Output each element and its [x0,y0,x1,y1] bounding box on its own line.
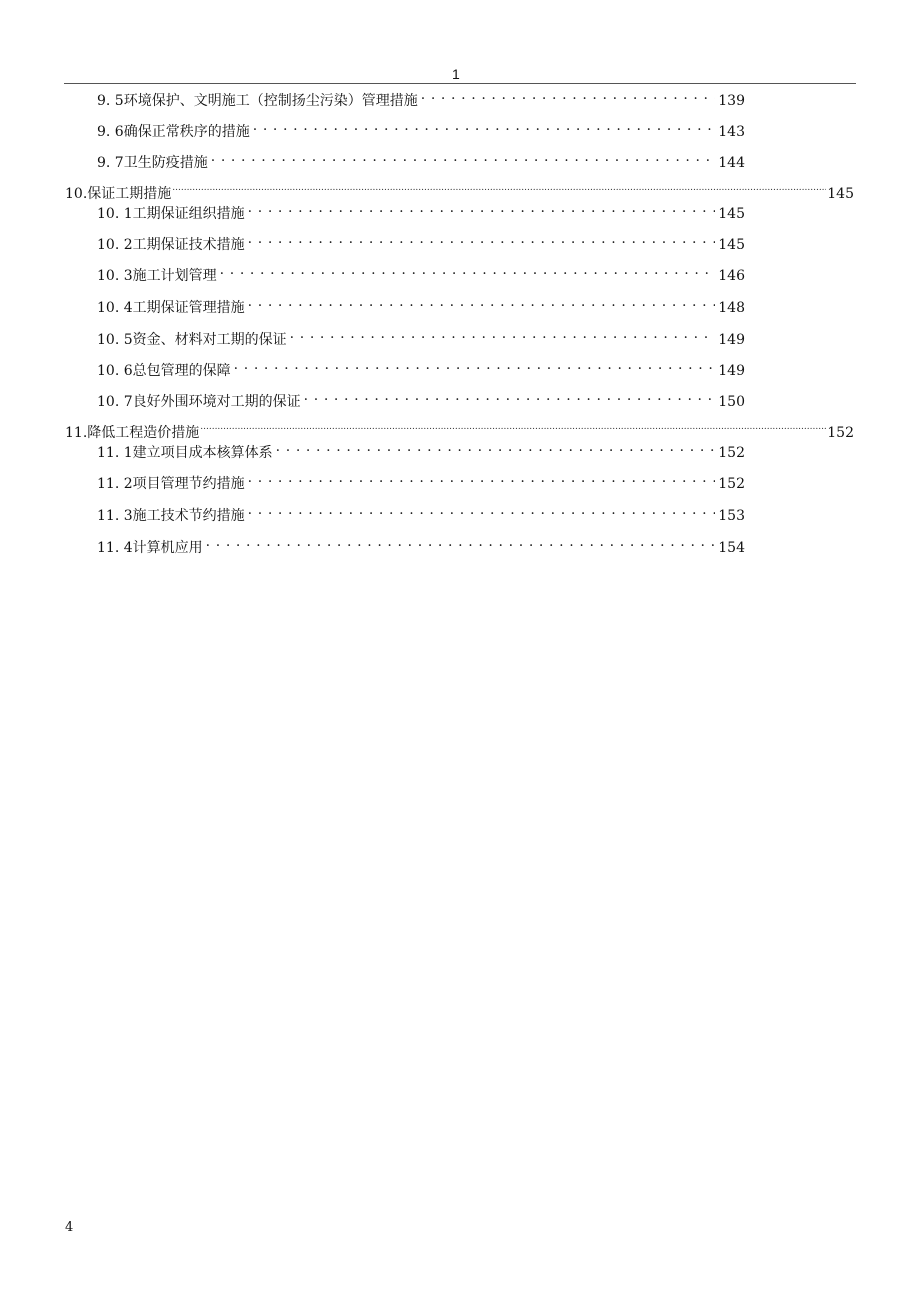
toc-entry-page: 153 [718,508,745,524]
footer-page-number: 4 [65,1220,74,1235]
toc-entry-11[interactable] [65,417,854,441]
toc-entry-10-7[interactable] [97,386,745,410]
toc-entry-11-1[interactable] [97,437,745,461]
header-rule [64,83,856,84]
toc-dot-leader [253,116,716,136]
toc-entry-10-6[interactable] [97,355,745,379]
toc-entry-label: 9. 6确保正常秩序的措施 [97,124,250,140]
toc-entry-label: 10. 7良好外围环境对工期的保证 [97,394,301,410]
toc-entry-page: 145 [718,237,745,253]
toc-entry-page: 145 [827,186,854,202]
toc-entry-page: 148 [718,300,745,316]
toc-entry-label: 11. 1建立项目成本核算体系 [97,445,273,461]
toc-entry-page: 143 [718,124,745,140]
toc-entry-10-1[interactable] [97,198,745,222]
toc-dot-leader [206,532,716,552]
toc-entry-11-2[interactable] [97,468,745,492]
toc-entry-page: 146 [718,268,745,284]
toc-entry-label: 11.降低工程造价措施 [65,425,200,441]
toc-entry-page: 150 [718,394,745,410]
toc-entry-9-6[interactable] [97,116,745,140]
toc-dot-leader [248,292,716,312]
toc-entry-10-3[interactable] [97,260,745,284]
toc-dot-leader [234,355,716,375]
toc-entry-label: 10. 6总包管理的保障 [97,363,231,379]
toc-entry-label: 9. 5环境保护、文明施工（控制扬尘污染）管理措施 [97,93,418,109]
toc-dot-leader [211,147,716,167]
toc-dot-leader [200,417,826,437]
toc-entry-label: 10. 5资金、材料对工期的保证 [97,332,287,348]
toc-entry-page: 154 [718,540,745,556]
toc-entry-label: 9. 7卫生防疫措施 [97,155,208,171]
toc-dot-leader [304,386,716,406]
toc-entry-11-3[interactable] [97,500,745,524]
toc-entry-page: 152 [718,445,745,461]
toc-dot-leader [248,500,716,520]
toc-entry-label: 11. 4计算机应用 [97,540,203,556]
toc-entry-label: 10. 2工期保证技术措施 [97,237,245,253]
toc-entry-label: 10.保证工期措施 [65,186,172,202]
toc-entry-page: 152 [827,425,854,441]
toc-dot-leader [172,178,826,198]
toc-dot-leader [421,85,716,105]
toc-entry-9-5[interactable] [97,85,745,109]
toc-entry-label: 11. 3施工技术节约措施 [97,508,245,524]
toc-entry-label: 10. 4工期保证管理措施 [97,300,245,316]
toc-entry-page: 152 [718,476,745,492]
toc-entry-10-4[interactable] [97,292,745,316]
toc-entry-9-7[interactable] [97,147,745,171]
toc-entry-10[interactable] [65,178,854,202]
toc-entry-10-5[interactable] [97,324,745,348]
toc-entry-page: 149 [718,363,745,379]
toc-entry-label: 11. 2项目管理节约措施 [97,476,245,492]
toc-entry-page: 144 [718,155,745,171]
toc-dot-leader [290,324,716,344]
toc-dot-leader [276,437,716,457]
toc-dot-leader [248,468,716,488]
header-page-number: 1 [452,66,460,82]
toc-entry-page: 139 [718,93,745,109]
toc-entry-label: 10. 1工期保证组织措施 [97,206,245,222]
toc-dot-leader [248,198,716,218]
toc-dot-leader [220,260,716,280]
toc-entry-page: 145 [718,206,745,222]
toc-entry-label: 10. 3施工计划管理 [97,268,217,284]
toc-entry-10-2[interactable] [97,229,745,253]
toc-dot-leader [248,229,716,249]
toc-entry-11-4[interactable] [97,532,745,556]
toc-entry-page: 149 [718,332,745,348]
